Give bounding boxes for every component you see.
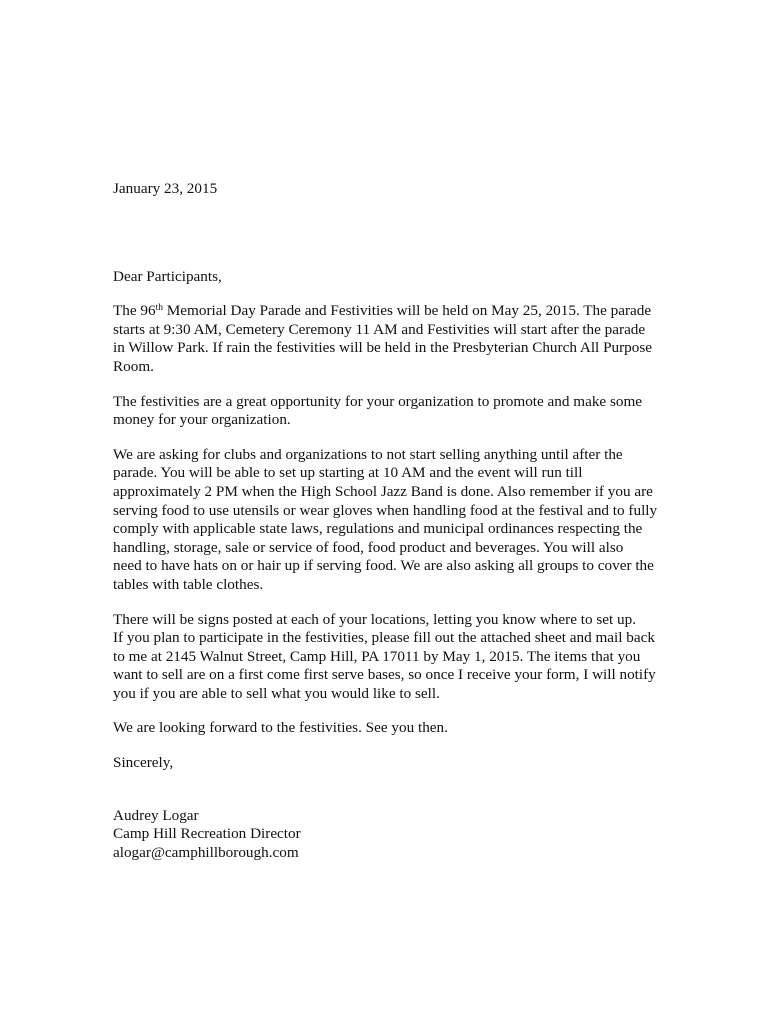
signature-email: alogar@camphillborough.com [113,843,299,861]
paragraph-line [113,302,673,321]
paragraph-line: We are asking for clubs and organizations to not start selling anything until after the [113,445,623,463]
paragraph-line: handling, storage, sale or service of food, food product and beverages. You will also [113,538,624,556]
paragraph-registration [113,611,673,704]
signature-title: Camp Hill Recreation Director [113,825,301,843]
paragraph-line: starts at 9:30 AM, Cemetery Ceremony 11 AM and Festivities will start after the parade [113,320,646,338]
paragraph-event-details [113,302,673,376]
paragraph-line: you if you are able to sell what you would like to sell. [113,684,440,702]
paragraph-closing-remark [113,719,673,738]
signature-name: Audrey Logar [113,806,199,824]
paragraph-line: If you plan to participate in the festivities, please fill out the attached sheet and mail back [113,629,655,647]
paragraph-line: serving food to use utensils or wear gloves when handling food at the festival and to fully [113,501,658,519]
paragraph-opportunity [113,393,673,430]
paragraph-line: in Willow Park. If rain the festivities will be held in the Presbyterian Church All Purpose [113,339,653,357]
closing: Sincerely, [113,754,174,772]
paragraph-line: Room. [113,357,154,375]
paragraph-line: We are looking forward to the festivities. See you then. [113,719,448,737]
salutation: Dear Participants, [113,267,222,285]
paragraph-line: comply with applicable state laws, regulations and municipal ordinances respecting the [113,520,643,538]
letter-date: January 23, 2015 [113,180,218,197]
letter-body [113,180,673,862]
ordinal-suffix: th [155,303,163,314]
paragraph-line: tables with table clothes. [113,575,264,593]
text-lead: The 96 [113,302,156,320]
paragraph-line: parade. You will be able to set up starting at 10 AM and the event will run till [113,464,583,482]
paragraph-line: need to have hats on or hair up if serving food. We are also asking all groups to cover the [113,557,654,575]
paragraph-line: want to sell are on a first come first serve bases, so once I receive your form, I will notify [113,666,656,684]
paragraph-line: to me at 2145 Walnut Street, Camp Hill, PA 17011 by May 1, 2015. The items that you [113,647,641,665]
text-rest: Memorial Day Parade and Festivities will be held on May 25, 2015. The parade [163,302,652,320]
paragraph-line: money for your organization. [113,411,291,429]
paragraph-line: The festivities are a great opportunity for your organization to promote and make some [113,392,643,410]
paragraph-line: There will be signs posted at each of your locations, letting you know where to set up. [113,610,637,628]
signature-block [113,807,673,863]
paragraph-line: approximately 2 PM when the High School Jazz Band is done. Also remember if you are [113,482,653,500]
paragraph-rules [113,446,673,595]
